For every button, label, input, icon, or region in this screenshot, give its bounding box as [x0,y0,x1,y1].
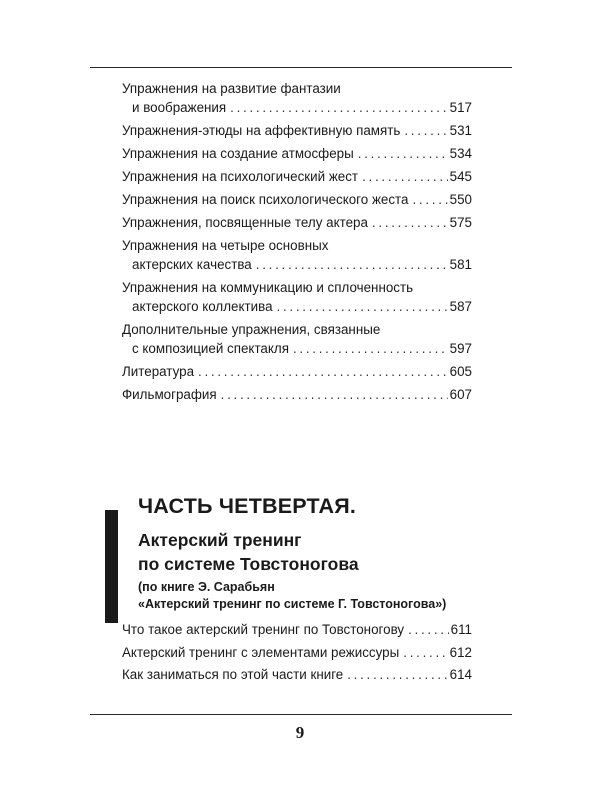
toc-entry-title: Упражнения на поиск психологического жеста [122,192,409,207]
toc-entry[interactable] [122,144,472,163]
toc-page-number: 581 [449,257,472,272]
toc-entry-title: Что такое актерский тренинг по Товстоногову [122,622,405,637]
toc-leader-dots [277,297,448,316]
toc-section-b [122,620,472,688]
toc-entry-title: Упражнения на коммуникацию и сплоченность [122,280,414,295]
toc-page-number: 607 [449,387,472,402]
toc-entry[interactable] [122,362,472,381]
toc-leader-dots [372,213,448,232]
toc-leader-dots [358,144,448,163]
toc-entry-line [122,665,472,684]
toc-entry[interactable] [122,385,472,404]
part-title: ЧАСТЬ ЧЕТВЕРТАЯ. [138,494,357,518]
toc-entry-line [122,339,472,358]
toc-page-number: 545 [449,169,472,184]
toc-page-number: 534 [449,146,472,161]
toc-page-number: 587 [449,299,472,314]
toc-entry[interactable] [122,278,472,316]
toc-page-number: 575 [449,215,472,230]
toc-leader-dots [403,643,447,662]
toc-entry[interactable] [122,665,472,684]
toc-entry[interactable] [122,121,472,140]
toc-entry[interactable] [122,236,472,274]
toc-entry-line [122,320,472,339]
toc-entry-line [122,190,472,209]
toc-entry-title: актерских качества [132,257,252,272]
toc-entry-line [122,362,472,381]
toc-entry-line [122,255,472,274]
toc-entry-title: Упражнения, посвященные телу актера [122,215,368,230]
toc-entry-title: Актерский тренинг с элементами режиссуры [122,644,400,660]
toc-entry-line [122,79,472,98]
part-subtitle-line-1: Актерский тренинг [138,530,302,550]
toc-entry-line [122,236,472,255]
toc-entry-title: Упражнения на создание атмосферы [122,146,354,161]
toc-entry-title: Упражнения на развитие фантазии [122,81,341,96]
toc-page-number: 517 [449,100,472,115]
part-marker-bar [105,510,118,623]
part-source-note-line-1: (по книге Э. Сарабьян [138,580,275,594]
toc-entry-line [122,620,472,639]
toc-entry-title: Дополнительные упражнения, связанные [122,322,381,337]
toc-entry[interactable] [122,79,472,117]
toc-entry-title: Упражнения-этюды на аффективную память [122,123,401,138]
toc-section-a [122,79,472,408]
toc-entry-title: Литература [122,364,195,379]
toc-entry-line [122,167,472,186]
toc-entry-line [122,144,472,163]
toc-page-number: 605 [449,364,472,379]
toc-entry-title: с композицией спектакля [132,341,289,356]
part-subtitle-line-2: по системе Товстоногова [138,554,359,574]
toc-entry-line [122,643,472,662]
toc-leader-dots [404,121,447,140]
toc-entry-line [122,278,472,297]
toc-leader-dots [293,339,448,358]
toc-entry-line [122,98,472,117]
toc-entry-title: Фильмография [122,387,217,402]
toc-entry[interactable] [122,167,472,186]
toc-entry-title: и воображения [132,100,227,115]
top-rule [90,67,512,68]
toc-entry[interactable] [122,643,472,662]
toc-entry-line [122,297,472,316]
toc-entry[interactable] [122,620,472,639]
bottom-rule [90,714,512,715]
toc-entry-line [122,121,472,140]
toc-entry-line [122,213,472,232]
toc-leader-dots [198,362,448,381]
toc-leader-dots [347,665,447,684]
toc-entry[interactable] [122,213,472,232]
toc-page-number: 612 [449,644,472,660]
toc-page-number: 550 [449,192,472,207]
toc-page-number: 597 [449,341,472,356]
toc-entry[interactable] [122,320,472,358]
toc-entry-title: Упражнения на четыре основных [122,238,329,253]
toc-entry-line [122,385,472,404]
toc-page-number: 614 [449,667,472,682]
toc-leader-dots [412,190,447,209]
page-number: 9 [295,723,305,742]
toc-leader-dots [408,620,449,639]
toc-entry[interactable] [122,190,472,209]
toc-entry-title: Как заниматься по этой части книге [122,667,344,682]
toc-leader-dots [256,255,448,274]
toc-leader-dots [230,98,448,117]
part-source-note-line-2: «Актерский тренинг по системе Г. Товстоногова») [138,597,447,611]
toc-page-number: 531 [449,123,472,138]
toc-leader-dots [362,167,448,186]
toc-entry-title: актерского коллектива [132,299,273,314]
toc-leader-dots [221,385,448,404]
toc-entry-title: Упражнения на психологический жест [122,169,359,184]
toc-page-number: 611 [450,622,472,637]
